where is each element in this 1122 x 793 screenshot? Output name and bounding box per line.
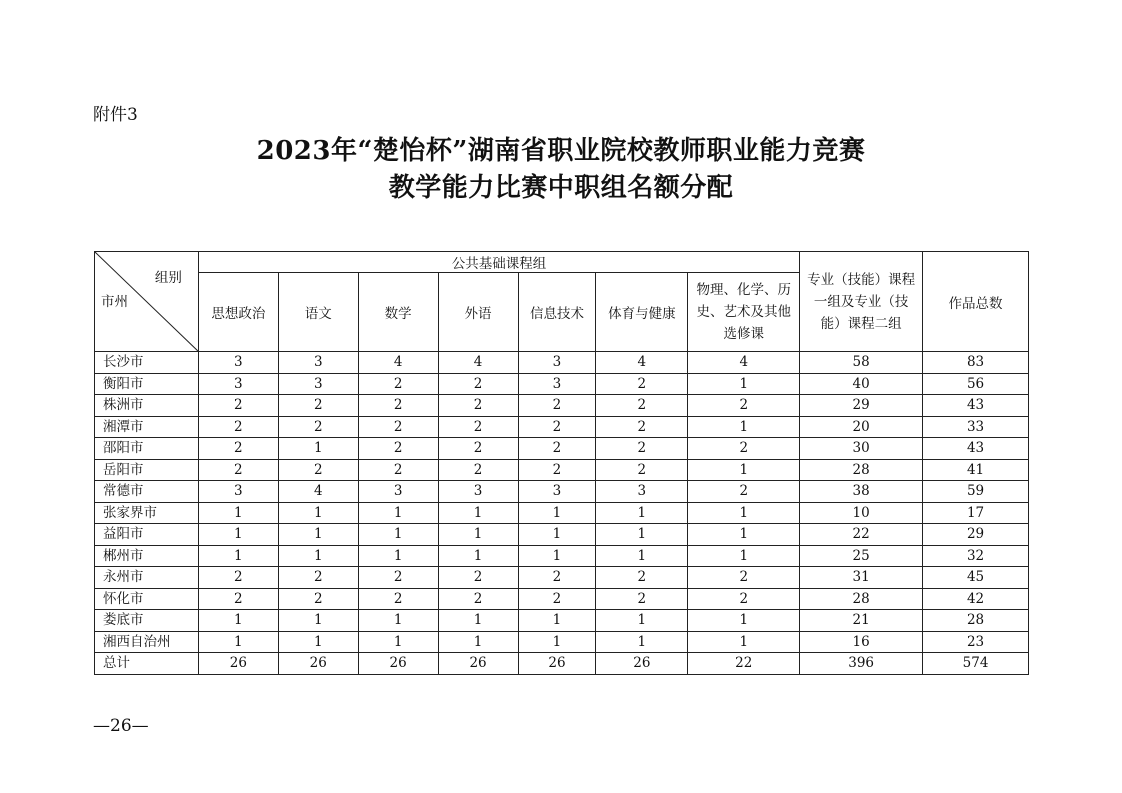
value-cell: 2 [518, 567, 596, 589]
value-cell: 1 [518, 545, 596, 567]
value-cell: 4 [688, 352, 800, 374]
value-cell: 2 [518, 395, 596, 417]
value-cell: 1 [688, 524, 800, 546]
value-cell: 26 [596, 653, 688, 675]
value-cell: 1 [198, 631, 278, 653]
value-cell: 1 [278, 631, 358, 653]
value-cell: 2 [518, 416, 596, 438]
value-cell: 2 [198, 567, 278, 589]
value-cell: 1 [358, 524, 438, 546]
value-cell: 2 [438, 373, 518, 395]
value-cell: 2 [438, 567, 518, 589]
value-cell: 1 [278, 610, 358, 632]
city-cell: 岳阳市 [95, 459, 199, 481]
value-cell: 26 [278, 653, 358, 675]
city-cell: 邵阳市 [95, 438, 199, 460]
professional-value-cell: 58 [800, 352, 923, 374]
value-cell: 26 [358, 653, 438, 675]
city-cell: 长沙市 [95, 352, 199, 374]
value-cell: 3 [278, 352, 358, 374]
total-value-cell: 17 [923, 502, 1029, 524]
value-cell: 2 [688, 395, 800, 417]
city-cell: 常德市 [95, 481, 199, 503]
value-cell: 1 [518, 631, 596, 653]
professional-value-cell: 10 [800, 502, 923, 524]
value-cell: 26 [198, 653, 278, 675]
city-cell: 衡阳市 [95, 373, 199, 395]
value-cell: 2 [358, 459, 438, 481]
value-cell: 2 [198, 588, 278, 610]
value-cell: 1 [518, 610, 596, 632]
attachment-label: 附件3 [93, 105, 138, 125]
city-cell: 株洲市 [95, 395, 199, 417]
page-title-line-1: 2023年“楚怡杯”湖南省职业院校教师职业能力竞赛 [256, 136, 866, 166]
value-cell: 4 [438, 352, 518, 374]
value-cell: 1 [278, 524, 358, 546]
corner-label-group: 组别 [154, 270, 182, 286]
city-cell: 湘潭市 [95, 416, 199, 438]
professional-value-cell: 31 [800, 567, 923, 589]
value-cell: 1 [596, 502, 688, 524]
value-cell: 2 [438, 588, 518, 610]
column-header: 数学 [358, 273, 438, 352]
value-cell: 2 [688, 481, 800, 503]
value-cell: 1 [198, 502, 278, 524]
value-cell: 1 [278, 438, 358, 460]
value-cell: 2 [198, 395, 278, 417]
table-row [95, 502, 1029, 524]
column-header: 思想政治 [198, 273, 278, 352]
column-header: 体育与健康 [596, 273, 688, 352]
table-row [95, 459, 1029, 481]
professional-value-cell: 396 [800, 653, 923, 675]
total-value-cell: 83 [923, 352, 1029, 374]
value-cell: 1 [278, 545, 358, 567]
value-cell: 1 [596, 610, 688, 632]
value-cell: 3 [518, 373, 596, 395]
total-value-cell: 45 [923, 567, 1029, 589]
value-cell: 2 [596, 567, 688, 589]
value-cell: 1 [688, 416, 800, 438]
value-cell: 2 [358, 373, 438, 395]
value-cell: 1 [198, 545, 278, 567]
value-cell: 1 [688, 459, 800, 481]
table-row [95, 610, 1029, 632]
value-cell: 22 [688, 653, 800, 675]
value-cell: 3 [518, 481, 596, 503]
value-cell: 2 [438, 395, 518, 417]
value-cell: 3 [596, 481, 688, 503]
value-cell: 2 [438, 438, 518, 460]
value-cell: 2 [278, 567, 358, 589]
total-value-cell: 59 [923, 481, 1029, 503]
value-cell: 1 [438, 502, 518, 524]
value-cell: 2 [596, 438, 688, 460]
value-cell: 26 [518, 653, 596, 675]
city-cell: 郴州市 [95, 545, 199, 567]
table-body [95, 352, 1029, 675]
value-cell: 2 [278, 395, 358, 417]
value-cell: 1 [358, 610, 438, 632]
value-cell: 1 [518, 502, 596, 524]
value-cell: 2 [596, 459, 688, 481]
value-cell: 3 [438, 481, 518, 503]
value-cell: 2 [438, 459, 518, 481]
value-cell: 3 [358, 481, 438, 503]
value-cell: 2 [358, 395, 438, 417]
professional-header: 专业（技能）课程一组及专业（技能）课程二组 [800, 252, 923, 352]
value-cell: 2 [688, 588, 800, 610]
total-value-cell: 43 [923, 395, 1029, 417]
total-value-cell: 574 [923, 653, 1029, 675]
value-cell: 4 [358, 352, 438, 374]
value-cell: 2 [596, 373, 688, 395]
value-cell: 1 [596, 524, 688, 546]
table-row [95, 653, 1029, 675]
city-cell: 永州市 [95, 567, 199, 589]
value-cell: 1 [688, 610, 800, 632]
value-cell: 2 [198, 459, 278, 481]
value-cell: 4 [278, 481, 358, 503]
value-cell: 4 [596, 352, 688, 374]
professional-value-cell: 28 [800, 459, 923, 481]
group-header-public-courses: 公共基础课程组 [198, 252, 799, 273]
value-cell: 2 [596, 416, 688, 438]
value-cell: 26 [438, 653, 518, 675]
table-row [95, 545, 1029, 567]
value-cell: 2 [278, 416, 358, 438]
value-cell: 2 [358, 567, 438, 589]
value-cell: 3 [198, 373, 278, 395]
total-value-cell: 32 [923, 545, 1029, 567]
professional-value-cell: 21 [800, 610, 923, 632]
table-row [95, 352, 1029, 374]
value-cell: 1 [438, 610, 518, 632]
table-row [95, 567, 1029, 589]
total-value-cell: 42 [923, 588, 1029, 610]
professional-value-cell: 28 [800, 588, 923, 610]
value-cell: 1 [358, 631, 438, 653]
column-header: 外语 [438, 273, 518, 352]
professional-value-cell: 22 [800, 524, 923, 546]
value-cell: 2 [596, 588, 688, 610]
value-cell: 1 [596, 545, 688, 567]
value-cell: 3 [198, 481, 278, 503]
column-header: 信息技术 [518, 273, 596, 352]
city-cell: 总计 [95, 653, 199, 675]
value-cell: 3 [278, 373, 358, 395]
value-cell: 1 [358, 545, 438, 567]
professional-value-cell: 38 [800, 481, 923, 503]
total-value-cell: 56 [923, 373, 1029, 395]
page-number: —26— [93, 716, 149, 736]
city-cell: 张家界市 [95, 502, 199, 524]
total-value-cell: 23 [923, 631, 1029, 653]
quota-table [94, 251, 1029, 675]
value-cell: 2 [438, 416, 518, 438]
column-header: 物理、化学、历史、艺术及其他选修课 [688, 273, 800, 352]
value-cell: 2 [278, 588, 358, 610]
value-cell: 1 [688, 373, 800, 395]
value-cell: 1 [438, 545, 518, 567]
corner-header-cell [95, 252, 199, 352]
table-row [95, 588, 1029, 610]
professional-value-cell: 16 [800, 631, 923, 653]
total-header: 作品总数 [923, 252, 1029, 352]
value-cell: 2 [358, 588, 438, 610]
value-cell: 2 [198, 438, 278, 460]
value-cell: 1 [278, 502, 358, 524]
table-row [95, 481, 1029, 503]
table-row [95, 373, 1029, 395]
value-cell: 2 [518, 459, 596, 481]
value-cell: 1 [518, 524, 596, 546]
total-value-cell: 41 [923, 459, 1029, 481]
table-row [95, 395, 1029, 417]
value-cell: 1 [596, 631, 688, 653]
total-value-cell: 28 [923, 610, 1029, 632]
total-value-cell: 43 [923, 438, 1029, 460]
value-cell: 1 [198, 524, 278, 546]
column-header: 语文 [278, 273, 358, 352]
value-cell: 2 [358, 416, 438, 438]
professional-value-cell: 20 [800, 416, 923, 438]
value-cell: 2 [278, 459, 358, 481]
value-cell: 2 [358, 438, 438, 460]
city-cell: 怀化市 [95, 588, 199, 610]
value-cell: 1 [358, 502, 438, 524]
table-row [95, 438, 1029, 460]
professional-value-cell: 25 [800, 545, 923, 567]
professional-value-cell: 40 [800, 373, 923, 395]
city-cell: 娄底市 [95, 610, 199, 632]
value-cell: 2 [518, 588, 596, 610]
value-cell: 2 [596, 395, 688, 417]
value-cell: 1 [688, 631, 800, 653]
value-cell: 1 [198, 610, 278, 632]
value-cell: 3 [198, 352, 278, 374]
professional-value-cell: 29 [800, 395, 923, 417]
corner-label-city: 市州 [101, 294, 128, 310]
table-row [95, 524, 1029, 546]
total-value-cell: 33 [923, 416, 1029, 438]
city-cell: 益阳市 [95, 524, 199, 546]
value-cell: 1 [438, 631, 518, 653]
professional-value-cell: 30 [800, 438, 923, 460]
value-cell: 3 [518, 352, 596, 374]
value-cell: 1 [688, 545, 800, 567]
table-row [95, 631, 1029, 653]
value-cell: 1 [438, 524, 518, 546]
city-cell: 湘西自治州 [95, 631, 199, 653]
value-cell: 1 [688, 502, 800, 524]
value-cell: 2 [688, 438, 800, 460]
value-cell: 2 [518, 438, 596, 460]
value-cell: 2 [688, 567, 800, 589]
value-cell: 2 [198, 416, 278, 438]
total-value-cell: 29 [923, 524, 1029, 546]
table-row [95, 416, 1029, 438]
page-title-line-2: 教学能力比赛中职组名额分配 [388, 173, 734, 203]
